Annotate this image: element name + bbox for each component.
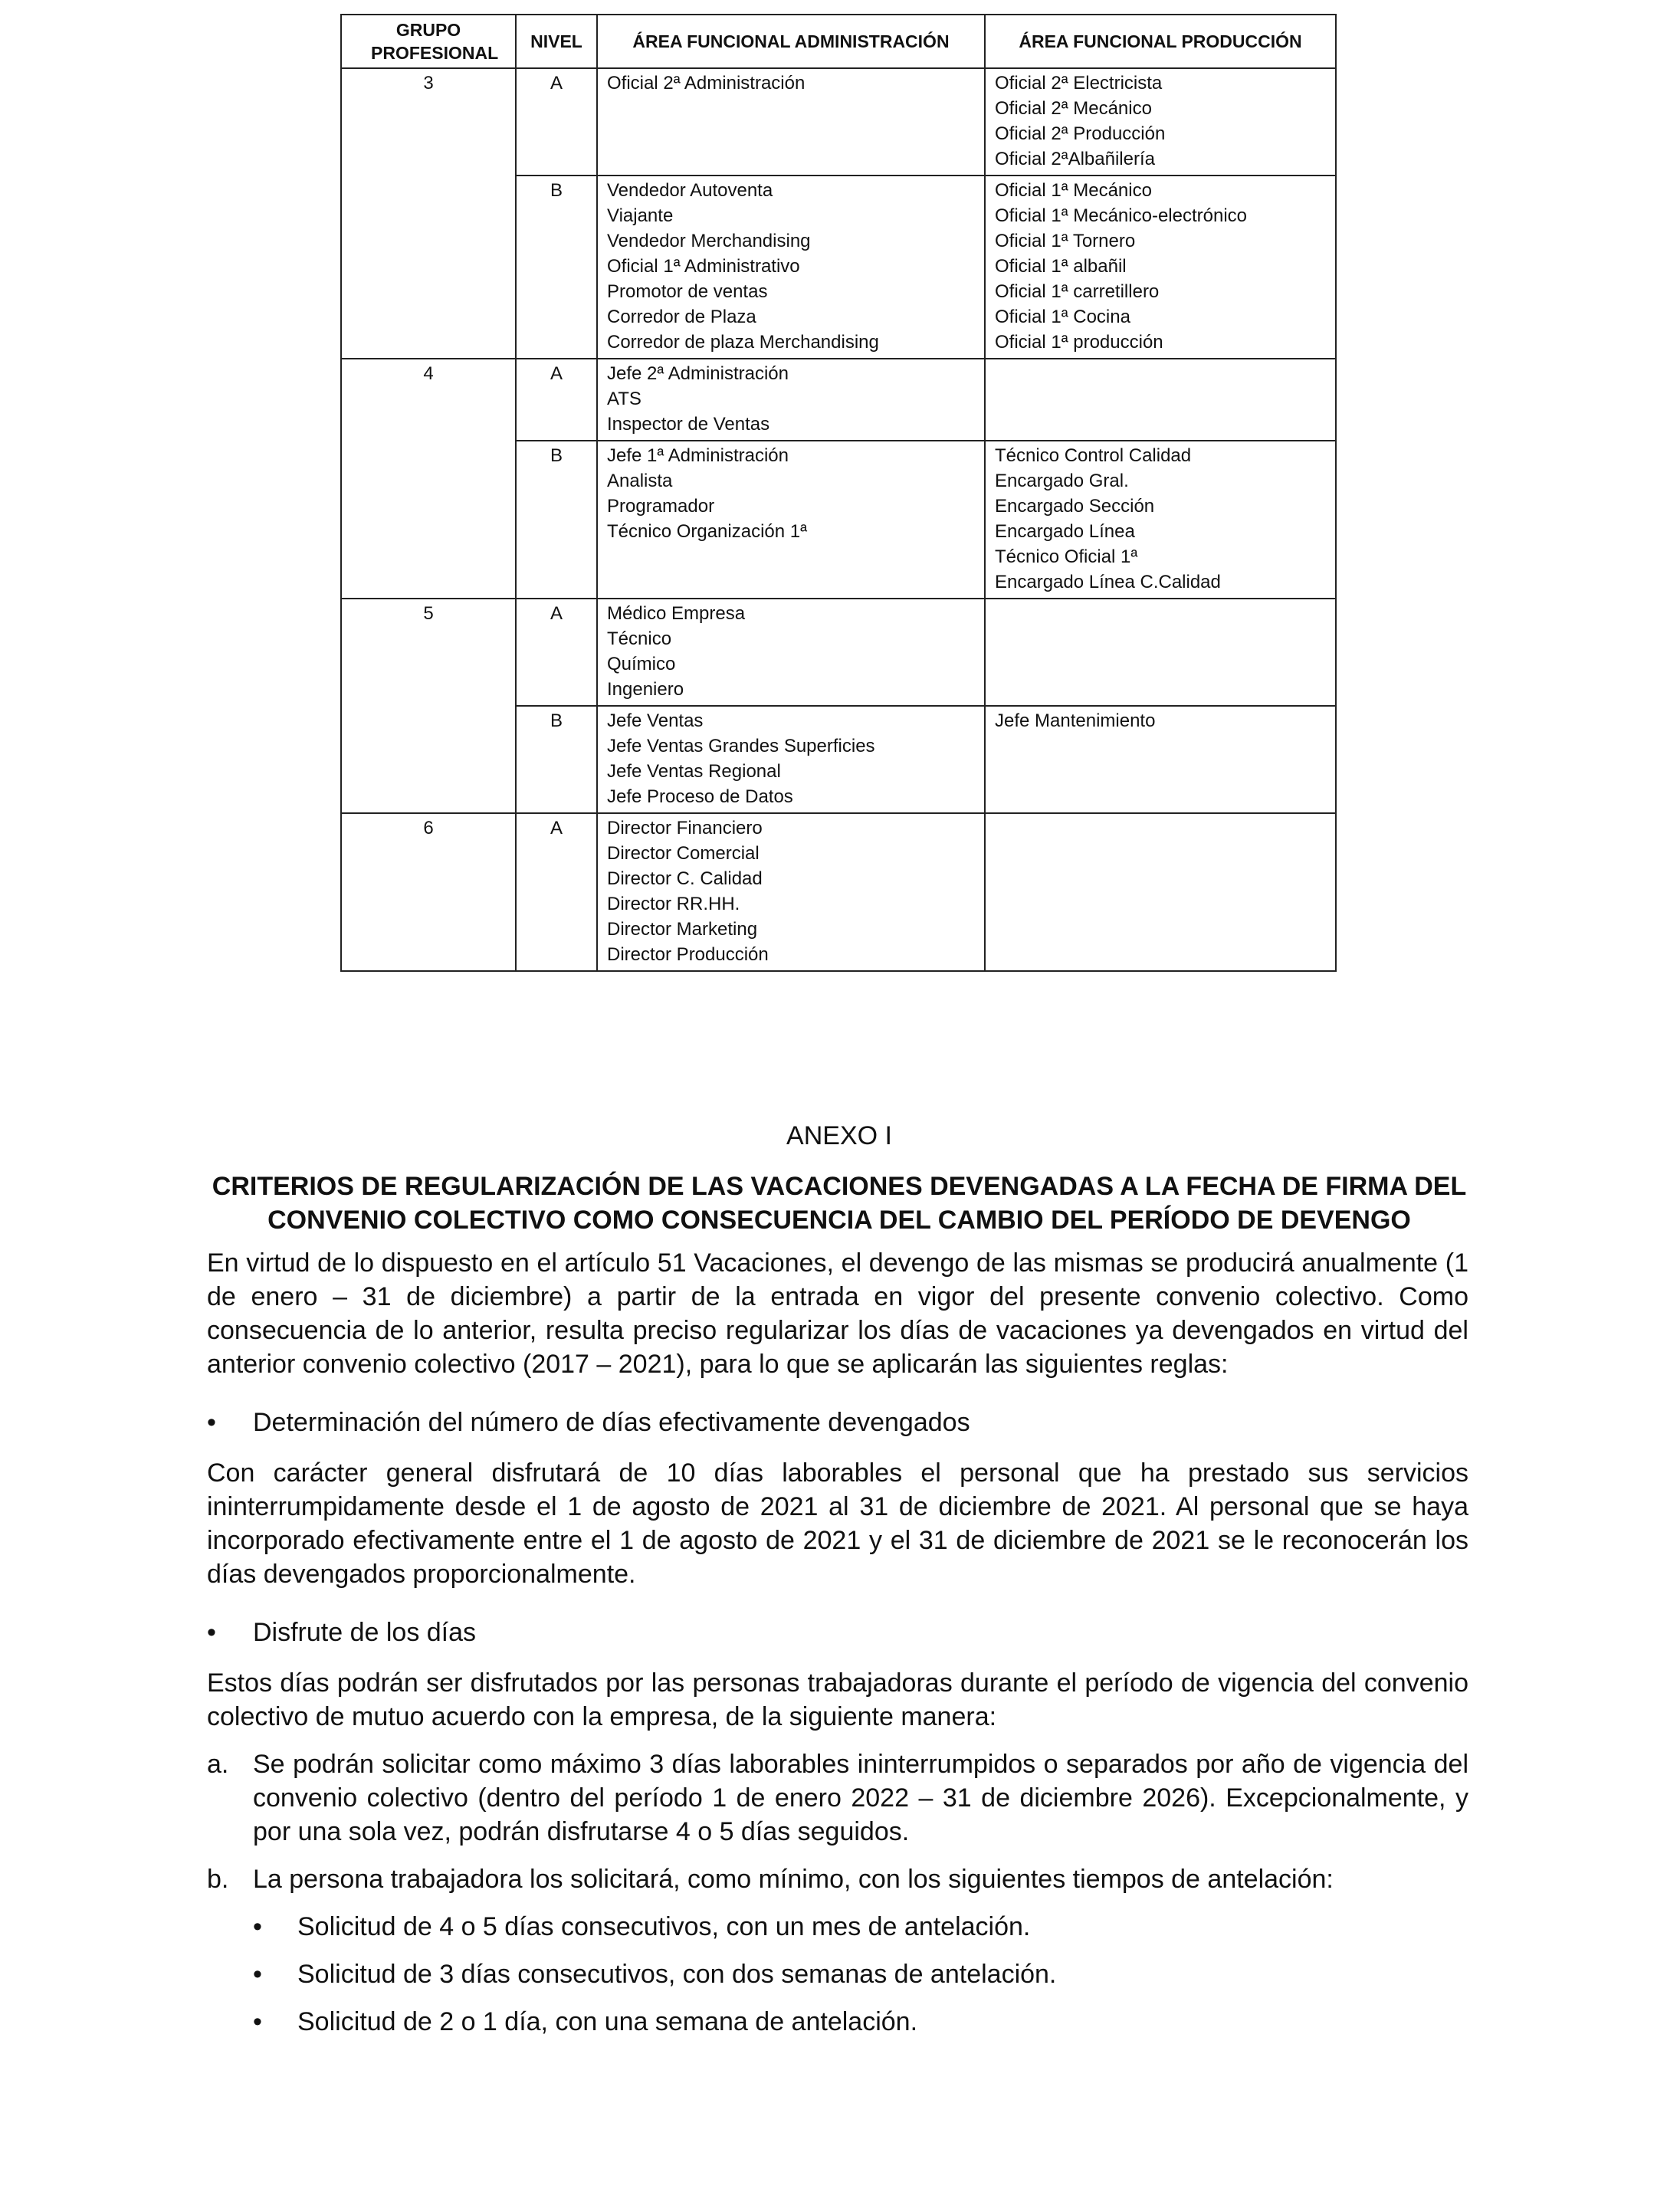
- cell-nivel: A: [516, 813, 597, 971]
- cell-area-produccion: [985, 813, 1336, 971]
- job-title: Encargado Línea: [995, 521, 1135, 542]
- section1-paragraph: Con carácter general disfrutará de 10 días laborables el personal que ha prestado sus servicios ininterrumpidamente desde el 1 de agosto de 2021 al 31 de diciembre de 2021. Al personal que se haya incorporado efectivamente entre el 1 de agosto de 2021 y el 31 de diciembre de 2021 se le reconocerán los días devengados proporcionalmente.: [207, 1458, 1468, 1589]
- job-title: Corredor de Plaza: [607, 307, 756, 327]
- job-title: Jefe Proceso de Datos: [607, 786, 793, 807]
- sub-item-text: Solicitud de 4 o 5 días consecutivos, con un mes de antelación.: [297, 1912, 1031, 1941]
- job-title: Químico: [607, 654, 676, 674]
- section1-heading: Determinación del número de días efectivamente devengados: [253, 1408, 970, 1437]
- job-title: Inspector de Ventas: [607, 414, 770, 435]
- job-title: Oficial 1ª albañil: [995, 256, 1127, 277]
- job-title: Vendedor Merchandising: [607, 231, 811, 251]
- cell-area-produccion: [985, 359, 1336, 441]
- list-item-b: [207, 1862, 1468, 1896]
- cell-area-administracion: [597, 68, 985, 176]
- header-area-administracion: ÁREA FUNCIONAL ADMINISTRACIÓN: [597, 15, 985, 68]
- job-title: Oficial 1ª Mecánico-electrónico: [995, 205, 1248, 226]
- section2-paragraph: Estos días podrán ser disfrutados por las personas trabajadoras durante el período de vigencia del convenio colectivo de mutuo acuerdo con la empresa, de la siguiente manera:: [207, 1668, 1468, 1731]
- cell-area-administracion: [597, 813, 985, 971]
- job-title: Programador: [607, 496, 715, 517]
- bullet-item: [207, 1406, 1468, 1439]
- job-title: Oficial 1ª producción: [995, 332, 1163, 353]
- cell-area-produccion: [985, 599, 1336, 706]
- cell-area-administracion: [597, 441, 985, 599]
- bullet-item: [207, 1616, 1468, 1649]
- cell-area-produccion: [985, 176, 1336, 359]
- bullet-marker: •: [253, 2007, 262, 2036]
- job-title: Jefe 2ª Administración: [607, 363, 789, 384]
- cell-area-produccion: [985, 706, 1336, 813]
- job-title: Oficial 2ª Electricista: [995, 73, 1163, 94]
- job-title: Jefe Ventas Regional: [607, 761, 781, 782]
- cell-area-administracion: [597, 706, 985, 813]
- job-title: Técnico: [607, 628, 672, 649]
- job-title: Director Comercial: [607, 843, 760, 864]
- job-title: Jefe 1ª Administración: [607, 445, 789, 466]
- job-title: Oficial 1ª Administrativo: [607, 256, 800, 277]
- job-title: Oficial 1ª Mecánico: [995, 180, 1152, 201]
- cell-nivel: A: [516, 599, 597, 706]
- table-row: [341, 599, 1336, 706]
- job-title: Técnico Oficial 1ª: [995, 546, 1138, 567]
- cell-nivel: B: [516, 706, 597, 813]
- sub-bullet-item: [207, 2005, 1468, 2039]
- job-title: Oficial 1ª Cocina: [995, 307, 1130, 327]
- job-title: Encargado Línea C.Calidad: [995, 572, 1221, 592]
- job-title: Jefe Ventas: [607, 710, 704, 731]
- job-title: Director C. Calidad: [607, 868, 763, 889]
- list-item-b-text: La persona trabajadora los solicitará, como mínimo, con los siguientes tiempos de antelación:: [253, 1865, 1334, 1894]
- job-title: Director RR.HH.: [607, 894, 740, 914]
- annex-section: [169, 1119, 1510, 2039]
- job-title: Jefe Ventas Grandes Superficies: [607, 736, 875, 756]
- cell-nivel: B: [516, 176, 597, 359]
- job-title: Técnico Organización 1ª: [607, 521, 808, 542]
- annex-number: ANEXO I: [786, 1121, 892, 1150]
- job-title: Promotor de ventas: [607, 281, 768, 302]
- job-title: Director Financiero: [607, 818, 763, 838]
- job-title: Oficial 2ªAlbañilería: [995, 149, 1155, 169]
- table-row: [341, 813, 1336, 971]
- sub-bullet-item: [207, 1910, 1468, 1944]
- list-item-a-text: Se podrán solicitar como máximo 3 días laborables ininterrumpidos o separados por año de vigencia del convenio colectivo (dentro del período 1 de enero 2022 – 31 de diciembre 2026). Excepcionalmente, y por una sola vez, podrán disfrutarse 4 o 5 días seguidos.: [253, 1750, 1468, 1846]
- job-title: Oficial 1ª Tornero: [995, 231, 1136, 251]
- bullet-marker: •: [207, 1408, 216, 1437]
- job-title: Vendedor Autoventa: [607, 180, 773, 201]
- section2-heading: Disfrute de los días: [253, 1618, 477, 1647]
- cell-grupo: 4: [341, 359, 516, 599]
- job-title: Viajante: [607, 205, 674, 226]
- cell-area-produccion: [985, 68, 1336, 176]
- table-row: [341, 68, 1336, 176]
- cell-grupo: 5: [341, 599, 516, 813]
- bullet-marker: •: [253, 1960, 262, 1989]
- bullet-marker: •: [253, 1912, 262, 1941]
- cell-area-administracion: [597, 176, 985, 359]
- bullet-marker: •: [207, 1618, 216, 1647]
- cell-nivel: A: [516, 359, 597, 441]
- job-title: Oficial 1ª carretillero: [995, 281, 1160, 302]
- job-title: Médico Empresa: [607, 603, 746, 624]
- header-nivel: NIVEL: [516, 15, 597, 68]
- cell-nivel: A: [516, 68, 597, 176]
- cell-area-produccion: [985, 441, 1336, 599]
- cell-area-administracion: [597, 359, 985, 441]
- job-title: Analista: [607, 471, 673, 491]
- job-title: Técnico Control Calidad: [995, 445, 1192, 466]
- header-grupo-profesional: GRUPO PROFESIONAL: [341, 15, 516, 68]
- sub-item-text: Solicitud de 3 días consecutivos, con dos semanas de antelación.: [297, 1960, 1057, 1989]
- job-title: Oficial 2ª Mecánico: [995, 98, 1152, 119]
- job-title: Encargado Sección: [995, 496, 1155, 517]
- list-marker-a: a.: [207, 1750, 229, 1779]
- table-row: [341, 359, 1336, 441]
- intro-paragraph: En virtud de lo dispuesto en el artículo 51 Vacaciones, el devengo de las mismas se producirá anualmente (1 de enero – 31 de diciembre) a partir de la entrada en vigor del presente convenio colectivo. Como consecuencia de lo anterior, resulta preciso regularizar los días de vacaciones ya devengados en virtud del anterior convenio colectivo (2017 – 2021), para lo que se aplicarán las siguientes reglas:: [207, 1248, 1468, 1379]
- sub-bullet-item: [207, 1957, 1468, 1991]
- annex-title: CRITERIOS DE REGULARIZACIÓN DE LAS VACACIONES DEVENGADAS A LA FECHA DE FIRMA DEL CONVENIO COLECTIVO COMO CONSECUENCIA DEL CAMBIO DEL PERÍODO DE DEVENGO: [212, 1172, 1467, 1235]
- job-title: Corredor de plaza Merchandising: [607, 332, 879, 353]
- job-title: ATS: [607, 389, 641, 409]
- cell-nivel: B: [516, 441, 597, 599]
- cell-area-administracion: [597, 599, 985, 706]
- job-title: Director Producción: [607, 944, 769, 965]
- cell-grupo: 3: [341, 68, 516, 359]
- cell-grupo: 6: [341, 813, 516, 971]
- annex-body: [207, 1246, 1468, 2039]
- table-header-row: [341, 15, 1336, 68]
- job-classification-table: [340, 14, 1337, 972]
- job-title: Ingeniero: [607, 679, 684, 700]
- sub-item-text: Solicitud de 2 o 1 día, con una semana de antelación.: [297, 2007, 918, 2036]
- job-title: Director Marketing: [607, 919, 758, 940]
- job-title: Encargado Gral.: [995, 471, 1129, 491]
- job-title: Jefe Mantenimiento: [995, 710, 1156, 731]
- list-item-a: [207, 1747, 1468, 1849]
- header-area-produccion: ÁREA FUNCIONAL PRODUCCIÓN: [985, 15, 1336, 68]
- job-title: Oficial 2ª Producción: [995, 123, 1166, 144]
- job-title: Oficial 2ª Administración: [607, 73, 806, 94]
- list-marker-b: b.: [207, 1865, 229, 1894]
